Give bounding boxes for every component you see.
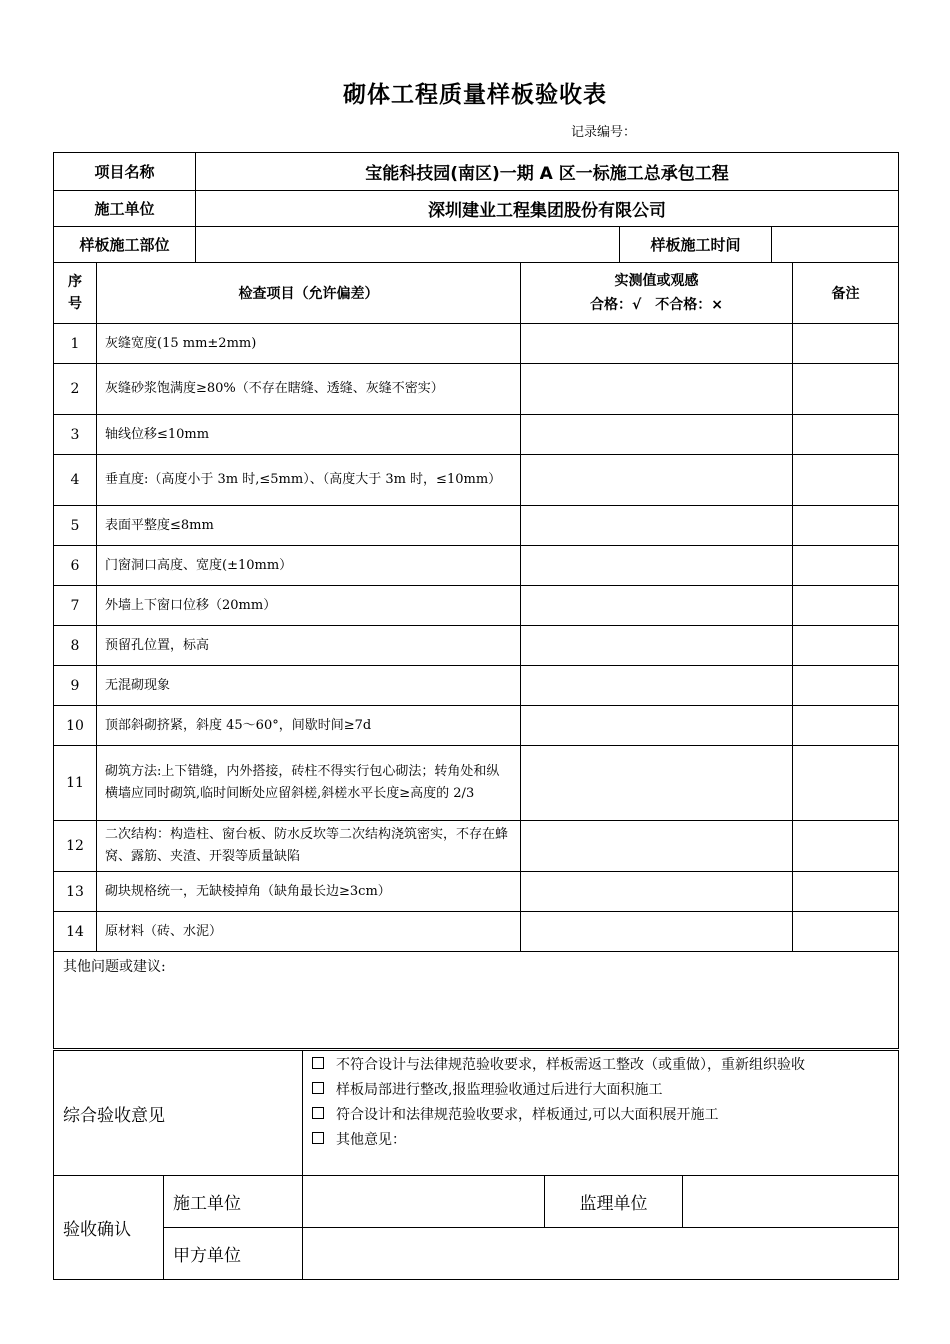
confirm-supervisor-field[interactable] xyxy=(683,1176,899,1228)
project-info-table xyxy=(53,152,899,263)
opinion-option-label: 其他意见： xyxy=(336,1132,406,1148)
row-item: 垂直度:（高度小于 3m 时,≤5mm）、（高度大于 3m 时，≤10mm） xyxy=(97,455,521,506)
opinion-option-rework[interactable] xyxy=(312,1053,889,1078)
opinion-option-partial-fix[interactable] xyxy=(312,1078,889,1103)
table-row xyxy=(54,912,899,952)
table-row xyxy=(54,506,899,546)
row-item: 表面平整度≤8mm xyxy=(97,506,521,546)
form-title: 砌体工程质量样板验收表 xyxy=(343,82,607,108)
row-remark-field[interactable] xyxy=(793,506,899,546)
row-item: 原材料（砖、水泥） xyxy=(97,912,521,952)
row-measure-field[interactable] xyxy=(521,415,793,455)
checkbox-icon[interactable] xyxy=(312,1057,324,1069)
row-number: 2 xyxy=(54,364,97,415)
col-header-measure xyxy=(521,263,793,324)
col-header-remark: 备注 xyxy=(793,263,899,324)
row-measure-field[interactable] xyxy=(521,706,793,746)
row-measure-field[interactable] xyxy=(521,912,793,952)
opinion-options xyxy=(303,1051,899,1176)
col-header-measure-line1: 实测值或观感 xyxy=(614,273,699,289)
row-item: 砌块规格统一，无缺棱掉角（缺角最长边≥3cm） xyxy=(97,872,521,912)
row-remark-field[interactable] xyxy=(793,415,899,455)
row-item: 砌筑方法:上下错缝，内外搭接，砖柱不得实行包心砌法；转角处和纵横墙应同时砌筑,临时间断处应留斜槎,斜槎水平长度≥高度的 2/3 xyxy=(97,746,521,821)
row-item: 无混砌现象 xyxy=(97,666,521,706)
sample-location-field[interactable] xyxy=(196,227,620,263)
project-name-value[interactable]: 宝能科技园(南区)一期 A 区一标施工总承包工程 xyxy=(196,153,899,191)
confirm-contractor-field[interactable] xyxy=(303,1176,545,1228)
row-item: 灰缝砂浆饱满度≥80%（不存在瞎缝、透缝、灰缝不密实） xyxy=(97,364,521,415)
row-remark-field[interactable] xyxy=(793,364,899,415)
row-remark-field[interactable] xyxy=(793,706,899,746)
row-item: 预留孔位置，标高 xyxy=(97,626,521,666)
row-measure-field[interactable] xyxy=(521,746,793,821)
row-remark-field[interactable] xyxy=(793,455,899,506)
table-row xyxy=(54,455,899,506)
opinion-option-approved[interactable] xyxy=(312,1103,889,1128)
checkbox-icon[interactable] xyxy=(312,1107,324,1119)
row-number: 3 xyxy=(54,415,97,455)
row-remark-field[interactable] xyxy=(793,626,899,666)
row-remark-field[interactable] xyxy=(793,546,899,586)
row-remark-field[interactable] xyxy=(793,324,899,364)
row-measure-field[interactable] xyxy=(521,666,793,706)
confirm-table xyxy=(53,1175,899,1280)
other-issues-field[interactable] xyxy=(54,952,899,1049)
row-number: 6 xyxy=(54,546,97,586)
confirm-owner-label: 甲方单位 xyxy=(164,1228,303,1280)
col-header-item: 检查项目（允许偏差） xyxy=(97,263,521,324)
row-number: 9 xyxy=(54,666,97,706)
row-measure-field[interactable] xyxy=(521,821,793,872)
checkbox-icon[interactable] xyxy=(312,1132,324,1144)
confirm-owner-field[interactable] xyxy=(303,1228,899,1280)
row-number: 7 xyxy=(54,586,97,626)
row-number: 10 xyxy=(54,706,97,746)
col-header-no: 序号 xyxy=(54,263,97,324)
row-measure-field[interactable] xyxy=(521,364,793,415)
row-remark-field[interactable] xyxy=(793,821,899,872)
confirm-contractor-label: 施工单位 xyxy=(164,1176,303,1228)
confirm-supervisor-label: 监理单位 xyxy=(545,1176,683,1228)
row-number: 14 xyxy=(54,912,97,952)
row-measure-field[interactable] xyxy=(521,455,793,506)
contractor-value[interactable]: 深圳建业工程集团股份有限公司 xyxy=(196,191,899,227)
row-number: 4 xyxy=(54,455,97,506)
row-number: 12 xyxy=(54,821,97,872)
row-number: 13 xyxy=(54,872,97,912)
row-measure-field[interactable] xyxy=(521,626,793,666)
inspection-table xyxy=(53,262,899,1049)
row-measure-field[interactable] xyxy=(521,546,793,586)
row-measure-field[interactable] xyxy=(521,586,793,626)
table-row xyxy=(54,746,899,821)
row-number: 1 xyxy=(54,324,97,364)
record-number-label: 记录编号： xyxy=(571,125,637,140)
row-item: 外墙上下窗口位移（20mm） xyxy=(97,586,521,626)
row-measure-field[interactable] xyxy=(521,506,793,546)
table-row xyxy=(54,586,899,626)
sample-location-label: 样板施工部位 xyxy=(54,227,196,263)
row-remark-field[interactable] xyxy=(793,586,899,626)
row-measure-field[interactable] xyxy=(521,872,793,912)
row-remark-field[interactable] xyxy=(793,872,899,912)
confirm-label: 验收确认 xyxy=(54,1176,164,1280)
other-issues-label: 其他问题或建议: xyxy=(63,959,166,975)
table-row xyxy=(54,666,899,706)
table-row xyxy=(54,415,899,455)
row-number: 8 xyxy=(54,626,97,666)
row-item: 二次结构：构造柱、窗台板、防水反坎等二次结构浇筑密实，不存在蜂窝、露筋、夹渣、开裂等质量缺陷 xyxy=(97,821,521,872)
table-row xyxy=(54,546,899,586)
table-row xyxy=(54,872,899,912)
table-row xyxy=(54,324,899,364)
row-number: 5 xyxy=(54,506,97,546)
col-header-measure-line2: 合格：√ 不合格：× xyxy=(589,297,724,313)
table-row xyxy=(54,626,899,666)
contractor-label: 施工单位 xyxy=(54,191,196,227)
row-item: 灰缝宽度(15 mm±2mm) xyxy=(97,324,521,364)
sample-time-field[interactable] xyxy=(772,227,899,263)
table-row xyxy=(54,821,899,872)
opinion-option-other[interactable] xyxy=(312,1128,889,1153)
row-item: 门窗洞口高度、宽度(±10mm） xyxy=(97,546,521,586)
row-remark-field[interactable] xyxy=(793,912,899,952)
opinion-label: 综合验收意见 xyxy=(54,1051,303,1176)
opinion-option-label: 样板局部进行整改,报监理验收通过后进行大面积施工 xyxy=(336,1082,663,1098)
opinion-table xyxy=(53,1050,899,1176)
row-measure-field[interactable] xyxy=(521,324,793,364)
row-item: 顶部斜砌挤紧，斜度 45～60°，间歇时间≥7d xyxy=(97,706,521,746)
checkbox-icon[interactable] xyxy=(312,1082,324,1094)
row-number: 11 xyxy=(54,746,97,821)
opinion-option-label: 不符合设计与法律规范验收要求，样板需返工整改（或重做），重新组织验收 xyxy=(336,1057,805,1073)
opinion-option-label: 符合设计和法律规范验收要求，样板通过,可以大面积展开施工 xyxy=(336,1107,719,1123)
table-row xyxy=(54,706,899,746)
table-row xyxy=(54,364,899,415)
row-remark-field[interactable] xyxy=(793,746,899,821)
row-remark-field[interactable] xyxy=(793,666,899,706)
row-item: 轴线位移≤10mm xyxy=(97,415,521,455)
sample-time-label: 样板施工时间 xyxy=(620,227,772,263)
project-name-label: 项目名称 xyxy=(54,153,196,191)
